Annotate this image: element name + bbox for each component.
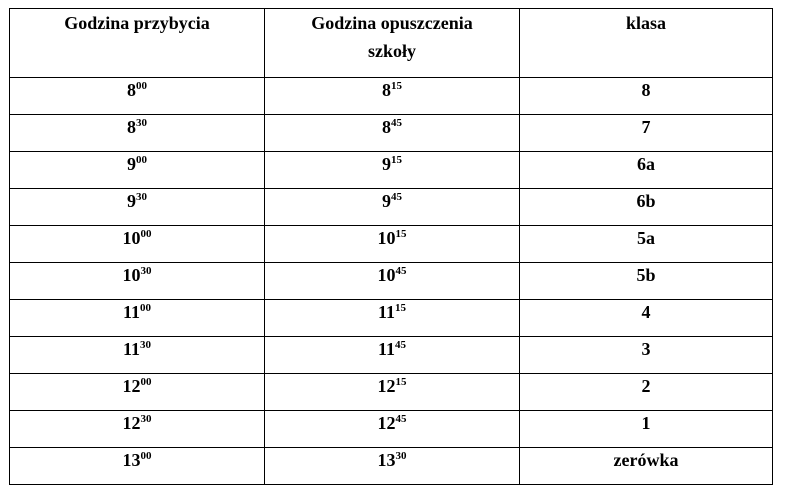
departure-hour: 8: [382, 80, 391, 100]
class-cell: 5a: [520, 226, 773, 263]
arrival-minutes: 30: [140, 265, 152, 277]
table-row: [10, 78, 773, 115]
table-row: [10, 411, 773, 448]
departure-hour: 8: [382, 117, 391, 137]
departure-cell: [265, 189, 520, 226]
departure-cell: [265, 226, 520, 263]
departure-hour: 11: [377, 339, 395, 359]
arrival-minutes: 00: [140, 376, 152, 388]
arrival-cell: [10, 374, 265, 411]
departure-minutes: 45: [391, 191, 402, 203]
arrival-minutes: 00: [136, 80, 147, 92]
arrival-minutes: 00: [136, 154, 147, 166]
departure-cell: [265, 337, 520, 374]
departure-cell: [265, 300, 520, 337]
arrival-minutes: 30: [136, 117, 147, 129]
class-cell: 1: [520, 411, 773, 448]
arrival-cell: [10, 115, 265, 152]
departure-minutes: 45: [395, 265, 407, 277]
departure-minutes: 15: [391, 154, 402, 166]
class-cell: 5b: [520, 263, 773, 300]
arrival-cell: [10, 226, 265, 263]
departure-hour: 9: [382, 191, 391, 211]
departure-cell: [265, 411, 520, 448]
departure-hour: 9: [382, 154, 391, 174]
arrival-hour: 10: [122, 228, 141, 248]
departure-hour: 12: [377, 376, 396, 396]
arrival-hour: 8: [127, 80, 136, 100]
arrival-hour: 9: [127, 191, 136, 211]
departure-minutes: 15: [395, 228, 407, 240]
departure-minutes: 15: [395, 376, 407, 388]
arrival-cell: [10, 152, 265, 189]
arrival-hour: 9: [127, 154, 136, 174]
arrival-minutes: 00: [140, 228, 152, 240]
class-cell: 3: [520, 337, 773, 374]
table-row: [10, 152, 773, 189]
arrival-cell: [10, 300, 265, 337]
table-row: [10, 115, 773, 152]
table-row: [10, 226, 773, 263]
departure-hour: 10: [377, 228, 396, 248]
class-cell: 2: [520, 374, 773, 411]
class-cell: 4: [520, 300, 773, 337]
class-cell: 8: [520, 78, 773, 115]
departure-minutes: 15: [395, 302, 406, 314]
departure-hour: 10: [377, 265, 396, 285]
departure-minutes: 15: [391, 80, 402, 92]
arrival-cell: [10, 337, 265, 374]
arrival-hour: 12: [122, 413, 141, 433]
arrival-cell: [10, 411, 265, 448]
departure-cell: [265, 448, 520, 485]
class-cell: 7: [520, 115, 773, 152]
departure-cell: [265, 115, 520, 152]
arrival-minutes: 00: [140, 302, 151, 314]
departure-minutes: 45: [395, 339, 406, 351]
departure-minutes: 30: [395, 450, 407, 462]
header-departure-label: Godzina opuszczenia szkoły: [311, 13, 473, 61]
arrival-minutes: 30: [136, 191, 147, 203]
arrival-hour: 11: [122, 339, 140, 359]
arrival-hour: 11: [122, 302, 140, 322]
table-row: [10, 189, 773, 226]
table-row: [10, 263, 773, 300]
departure-minutes: 45: [395, 413, 407, 425]
table-row: [10, 300, 773, 337]
departure-cell: [265, 263, 520, 300]
class-cell: 6a: [520, 152, 773, 189]
header-class: [520, 9, 773, 78]
arrival-hour: 10: [122, 265, 141, 285]
header-row: [10, 9, 773, 78]
departure-hour: 13: [377, 450, 396, 470]
table-row: [10, 374, 773, 411]
arrival-hour: 8: [127, 117, 136, 137]
class-cell: 6b: [520, 189, 773, 226]
header-class-label: klasa: [625, 13, 667, 33]
departure-cell: [265, 78, 520, 115]
departure-minutes: 45: [391, 117, 402, 129]
arrival-hour: 13: [122, 450, 141, 470]
arrival-hour: 12: [122, 376, 141, 396]
header-arrival: [10, 9, 265, 78]
table-body: [10, 78, 773, 485]
header-departure: [265, 9, 520, 78]
schedule-table: [9, 8, 773, 485]
departure-cell: [265, 374, 520, 411]
class-cell: zerówka: [520, 448, 773, 485]
table-row: [10, 337, 773, 374]
departure-hour: 12: [377, 413, 396, 433]
arrival-cell: [10, 448, 265, 485]
arrival-minutes: 00: [140, 450, 152, 462]
arrival-cell: [10, 189, 265, 226]
arrival-cell: [10, 263, 265, 300]
table-row: [10, 448, 773, 485]
arrival-minutes: 30: [140, 413, 152, 425]
departure-cell: [265, 152, 520, 189]
departure-hour: 11: [377, 302, 395, 322]
table-header: [10, 9, 773, 78]
header-arrival-label: Godzina przybycia: [64, 13, 210, 33]
arrival-minutes: 30: [140, 339, 151, 351]
arrival-cell: [10, 78, 265, 115]
